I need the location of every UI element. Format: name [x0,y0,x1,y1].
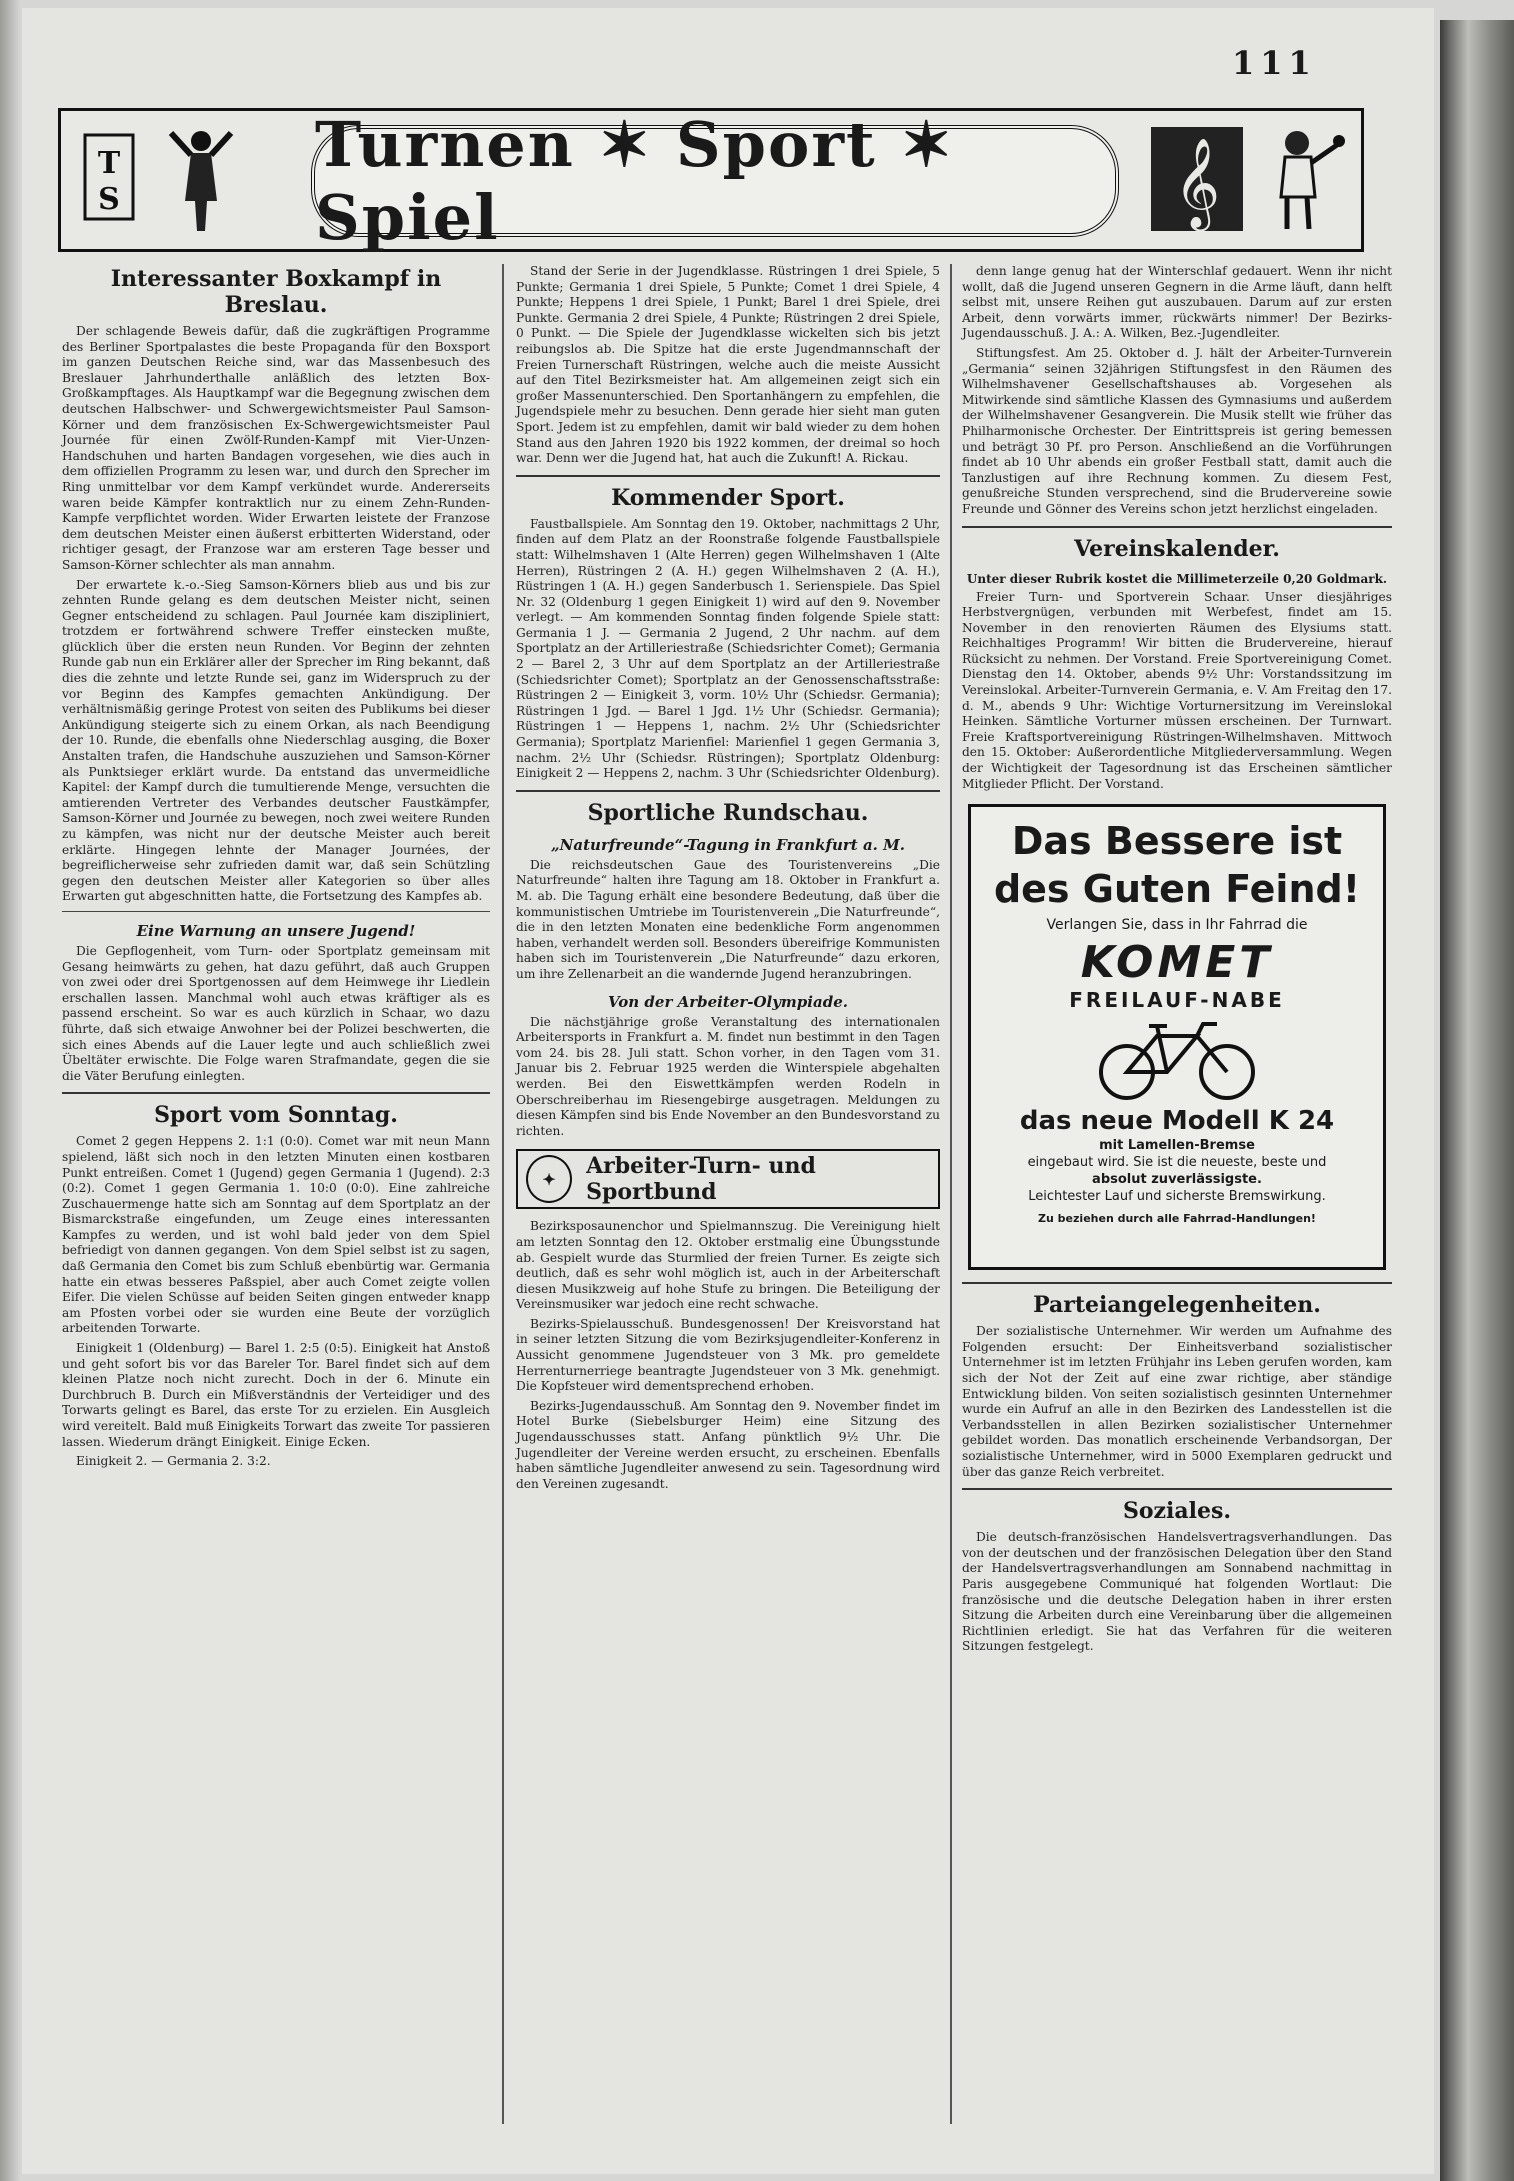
svg-text:T: T [97,146,121,181]
headline-parteiangelegenheiten: Parteiangelegenheiten. [1033,1292,1321,1319]
ad-line-2: absolut zuverlässigste. [1092,1172,1262,1188]
atsb-banner [516,1149,940,1209]
column-3 [962,264,1392,1659]
divider [962,1488,1392,1490]
vereinskalender-note: Unter dieser Rubrik kostet die Millimeterzeile 0,20 Goldmark. [966,571,1388,586]
headline-sport-vom-sonntag: Sport vom Sonntag. [154,1102,398,1129]
ad-brand: KOMET [1080,937,1274,989]
masthead-title: Turnen ✶ Sport ✶ Spiel [315,108,955,254]
ad-headline-2: des Guten Feind! [993,867,1361,912]
sonntag-body: Comet 2 gegen Heppens 2. 1:1 (0:0). Comet war mit neun Mann spielend, läßt sich noch in den letzten Minuten einen kostbaren Punkt entreißen. Comet 1 (Jugend) gegen Germania 1 (Jugend). 2:3 (0:2). Comet 1 gegen Germania 1. 10:0 (0:0). Eine zahlreiche Zuschauermenge hatte sich am Sonntag auf dem Sportplatz an der Bismarckstraße eingefunden, um Zeuge eines interessanten Kampfes zu werden, und ist wohl bald jeder von dem Spiel befriedigt von dannen gegangen. Von dem Spiel selbst ist zu sagen, daß Germania den Comet bis zum Schluß ebenbürtig war. Germania hatte ein etwas besseres Paßspiel, aber auch Comet zeigte vollen Eifer. Die vielen Schüsse auf beiden Seiten gingen entweder knapp am Pfosten vorbei oder sie wurden eine Beute der vorzüglich arbeitenden Torwarte. [62,1134,490,1336]
newspaper-page [22,8,1434,2174]
rundschau-body: Die reichsdeutschen Gaue des Touristenvereins „Die Naturfreunde“ halten ihre Tagung am 18. Oktober in Frankfurt a. M. ab. Die Tagung erhält eine besondere Bedeutung, daß über die kommunistischen Umtriebe im Touristenverein „Die Naturfreunde“, die in den letzten Monaten eine bedenkliche Form angenommen haben, verhandelt werden soll. Besonders übereifrige Kommunisten haben sich im Touristenverein „Die Naturfreunde“ dazu erkoren, um ihre Zellenarbeit an die wandernde Jugend heranzubringen. [516,857,940,981]
masthead [58,108,1364,252]
divider [62,911,490,912]
partei-body: Der sozialistische Unternehmer. Wir werden um Aufnahme des Folgenden ersucht: Der Einheitsverband sozialistischer Unternehmer ist im letzten Frühjahr ins Leben gerufen worden, kam sich der Not der Zeit auf eine zwar richtige, aber ständige Entwicklung bilden. Von seiten sozialistisch gesinnten Unternehmer wurde ein Aufruf an alle in den Bezirken des Landesstellen ist die Verbandsstellen in allen Bezirken sozialistischer Unternehmer gebildet worden. Das monatlich erscheinende Verbandsorgan, Der sozialistische Unternehmer, wird in 5000 Exemplaren gedruckt und über das ganze Reich verbreitet. [962,1324,1392,1479]
ts-emblem-icon [81,131,137,223]
headline-vereinskalender: Vereinskalender. [1074,535,1280,562]
ad-foot: Zu beziehen durch alle Fahrrad-Handlungen! [1038,1212,1316,1226]
vereinskalender-body: Freier Turn- und Sportverein Schaar. Unser diesjähriges Herbstvergnügen, verbunden mit Werbefest, findet am 15. November in den renovierten Räumen des Elysiums statt. Reichhaltiges Programm! Wir bitten die Brudervereine, hierauf Rücksicht zu nehmen. Der Vorstand. Freie Sportvereinigung Comet. Dienstag den 14. Oktober, abends 9½ Uhr: Vorstandssitzung im Vereinslokal. Arbeiter-Turnverein Germania, e. V. Am Freitag den 17. d. M., abends 9 Uhr: Wichtige Vorturnersitzung im Vereinslokal Heinken. Sämtliche Vorturner müssen erscheinen. Der Turnwart. Freie Kraftsportvereinigung Rüstringen-Wilhelmshaven. Mittwoch den 15. Oktober: Außerordentliche Mitgliederversammlung. Wegen der Wichtigkeit der Tagesordnung ist das Erscheinen sämtlicher Mitglieder Pflicht. Der Vorstand. [962,589,1392,791]
komet-advertisement [968,804,1386,1270]
sonntag-last-line: Einigkeit 2. — Germania 2. 3:2. [76,1454,271,1469]
ad-model-sub: mit Lamellen-Bremse [1099,1138,1255,1154]
child-player-figure-icon [1251,123,1351,235]
divider [962,1282,1392,1284]
column-rule [950,264,952,2124]
atsb-body-2: Bezirks-Spielausschuß. Bundesgenossen! Der Kreisvorstand hat in seiner letzten Sitzung die vom Bezirksjugendleiter-Konferenz in Aussicht genommene Jugendsteuer von 3 Mk. pro gemeldete Herrenturnerriege beantragte Jugendsteuer von 3 Mk. genehmigt. Die Kopfsteuer wird dementsprechend erhoben. [516,1316,940,1394]
headline-boxkampf: Interessanter Boxkampf in Breslau. [110,266,442,318]
kommender-sport-body: Faustballspiele. Am Sonntag den 19. Oktober, nachmittags 2 Uhr, finden auf dem Platz an der Roonstraße folgende Faustballspiele statt: Wilhelmshaven 1 (Alte Herren) gegen Wilhelmshaven 1 (Alte Herren), Rüstringen 2 (A. H.) gegen Wilhelmshaven 2 (A. H.), Rüstringen 1 (A. H.) gegen Sanderbusch 1. Serienspiele. Das Spiel Nr. 32 (Oldenburg 1 gegen Einigkeit 1) wird auf den 9. November verlegt. — Am kommenden Sonntag finden folgende Spiele statt: Germania 1 J. — Germania 2 Jugend, 2 Uhr nachm. auf dem Sportplatz an der Artilleriestraße (Schiedsrichter Comet); Germania 2 — Barel 2, 3 Uhr auf dem Sportplatz an der Artilleriestraße (Schiedsrichter Comet); Sportplatz an der Genossenschaftsstraße: Rüstringen 2 — Einigkeit 3, vorm. 10½ Uhr (Schiedsr. Germania); Rüstringen 1 Jgd. — Barel 1 Jgd. 1½ Uhr (Schiedsr. Germania); Rüstringen 1 — Heppens 1, nachm. 2½ Uhr (Schiedsrichter Germania); Sportplatz Marienfiel: Marienfiel 1 gegen Germania 3, nachm. 2½ Uhr (Schiedsr. Rüstringen); Sportplatz Oldenburg: Einigkeit 2 — Heppens 2, nachm. 3 Uhr (Schiedsrichter Oldenburg). [516,516,940,781]
atsb-emblem-icon: ✦ [526,1155,572,1203]
masthead-title-banner [311,108,1119,254]
book-page-edges [1440,20,1514,2181]
divider [62,1092,490,1094]
svg-text:S: S [98,182,120,217]
page-number: 111 [1232,44,1317,82]
ad-line-3: Leichtester Lauf und sicherste Bremswirkung. [1028,1189,1326,1205]
column-2 [516,264,940,1496]
headline-warnung: Eine Warnung an unsere Jugend! [136,921,416,940]
column-1 [62,264,490,1474]
atsb-body: Bezirksposaunenchor und Spielmannszug. Die Vereinigung hielt am letzten Sonntag den 12. Oktober erstmalig eine Übungsstunde ab. Gespielt wurde das Sturmlied der freien Turner. Es zeigte sich deutlich, daß es sehr wohl möglich ist, auch in der Arbeiterschaft diesen Musikzweig auf hohe Stufe zu bringen. Die Beteiligung der Vereinsmusiker war jedoch eine recht schwache. [516,1219,940,1312]
jugendklasse-standing: Stand der Serie in der Jugendklasse. Rüstringen 1 drei Spiele, 5 Punkte; Germania 1 drei Spiele, 5 Punkte; Comet 1 drei Spiele, 4 Punkte; Heppens 1 drei Spiele, 1 Punkt; Barel 1 drei Spiele, drei Punkte. Germania 2 drei Spiele, 4 Punkte; Rüstringen 2 drei Spiele, 0 Punkt. — Die Spiele der Jugendklasse wickelten sich bis jetzt reibungslos ab. Die Spitze hat die erste Jugendmannschaft der Freien Turnerschaft Rüstringen, welche auch die meiste Aussicht auf den Titel Bezirksmeister hat. Am allgemeinen zeigt sich ein großer Massenunterschied. Den Sportanhängern zu empfehlen, die Jugendspiele mehr zu besuchen. Denn gerade hier sieht man guten Sport. Jedem ist zu empfehlen, damit wir bald wieder zu dem hohen Stand aus den Jahren 1920 bis 1922 kommen, der dreimal so hoch war. Denn wer die Jugend hat, hat auch die Zukunft! A. Rickau. [516,264,940,466]
ad-model: das neue Modell K 24 [1019,1106,1335,1137]
athlete-figure-icon [151,123,251,235]
ad-brand-hub: FREILAUF-NABE [1069,988,1285,1013]
subheadline-olympiade: Von der Arbeiter-Olympiade. [608,992,848,1011]
divider [962,526,1392,528]
article-lead: Der schlagende Beweis dafür, daß die zugkräftigen Programme des Berliner Sportpalastes die beste Propaganda für den Boxsport im ganzen Deutschen Reiche sind, war das Massenbesuch des Breslauer Jahrhunderthalle anläßlich des letzten Box-Großkampftages. Als Hauptkampf war die Begegnung zwischen dem deutschen Halbschwer- und Schwergewichtsmeister Paul Samson-Körner und dem französischen Ex-Schwergewichtsmeister Paul Journée für einen Zwölf-Runden-Kampf mit Vier-Unzen-Handschuhen und harten Bandagen vorgesehen, wie dies auch in dem offiziellen Programm zu lesen war, und durch den Sprecher im Ring unmittelbar vor dem Kampf verkündet wurde. Andererseits waren beide Kämpfer kontraktlich nur zu einem Zehn-Runden-Kampfe verpflichtet worden. Wider Erwarten leistete der Franzose dem deutschen Meister einen äußerst erbitterten Widerstand, oder richtiger gesagt, der Franzose war am ersteren Tage besser und Samson-Körner schlechter als man annahm. [62,324,490,572]
divider [516,790,940,792]
warnung-body: Die Gepflogenheit, vom Turn- oder Sportplatz gemeinsam mit Gesang heimwärts zu gehen, hat dazu geführt, daß auch Gruppen von zwei oder drei Sportgenossen auf dem Heimwege ihr Liedlein erschallen lassen. Manchmal wohl auch etwas kräftiger als es passend erscheint. So war es auch kürzlich in Schaar, wo dazu führte, daß sich etwaige Anwohner bei der Polizei beschwerten, die sich eines Abends auf die Lauer legte und auch schließlich zwei Übeltäter erwischte. Die Folge waren Strafmandate, gegen die sie die Väter Berufung einlegten. [62,943,490,1083]
book-spine [0,0,20,2181]
ad-line-1: eingebaut wird. Sie ist die neueste, beste und [1027,1155,1327,1171]
stiftungsfest-body: Stiftungsfest. Am 25. Oktober d. J. hält der Arbeiter-Turnverein „Germania“ seinen 32jährigen Stiftungsfest in den Räumen des Wilhelmshavener Gesellschaftshauses ab. Vorgesehen als Mitwirkende sind sämtliche Klassen des Gymnasiums und außerdem der Wilhelmshavener Gesangverein. Die Musik stellt wie früher das Philharmonische Orchester. Der Eintrittspreis ist gering bemessen und beträgt 30 Pf. pro Person. Anschließend an die Vorführungen findet ab 10 Uhr abends ein großer Festball statt, damit auch die Tanzlustigen auf ihre Rechnung kommen. Zu diesem Fest, genußreiche Stunden versprechend, sind die Brudervereine sowie Freunde und Gönner des Vereins schon jetzt herzlichst eingeladen. [962,345,1392,516]
divider [516,475,940,477]
atsb-body-3: Bezirks-Jugendausschuß. Am Sonntag den 9. November findet im Hotel Burke (Siebelsburger Heim) eine Sitzung des Jugendausschusses statt. Anfang pünktlich 9½ Uhr. Die Jugendleiter der Vereine werden ersucht, zu erscheinen. Ebenfalls haben sämtliche Jugendleiter anwesend zu sein. Tagesordnung wird den Vereinen zugesandt. [516,1398,940,1491]
svg-text:𝄞: 𝄞 [1173,138,1221,228]
olympiade-body: Die nächstjährige große Veranstaltung des internationalen Arbeitersports in Frankfurt a. M. findet nun bestimmt in den Tagen vom 24. bis 28. Juli statt. Schon vorher, in den Tagen vom 31. Januar bis 2. Februar 1925 werden die Winterspiele abgehalten werden. Bei den Eiswettkämpfen werden Rodeln in Oberschreiberhau im Riesengebirge ausgetragen. Meldungen zu diesen Kämpfen sind bis Ende November an den Bundesvorstand zu richten. [516,1014,940,1138]
bicycle-icon [981,1012,1373,1106]
soziales-body: Die deutsch-französischen Handelsvertragsverhandlungen. Das von der deutschen und der französischen Delegation über den Stand der Handelsvertragsverhandlungen am Sonnabend nachmittag in Paris ausgegebene Communiqué hat folgenden Wortlaut: Die französische und die deutsche Delegation haben in ihrer ersten Sitzung die Arbeiten durch eine Vereinbarung über die allgemeinen Richtlinien erledigt. Sie hat das Verfahren für die weiteren Sitzungen festgelegt. [962,1530,1392,1654]
ad-subline: Verlangen Sie, dass in Ihr Fahrrad die [1046,917,1308,934]
headline-soziales: Soziales. [1122,1498,1232,1525]
sonntag-body-2: Einigkeit 1 (Oldenburg) — Barel 1. 2:5 (0:5). Einigkeit hat Anstoß und geht sofort bis vor das Bareler Tor. Barel findet sich auf dem kleinen Platze noch nicht zurecht. Doch in der 6. Minute ein Durchbruch B. Durch ein Mißverständnis der Verteidiger und des Torwarts gelingt es Barel, das erste Tor zu erzielen. Ein Ausgleich wird vereitelt. Bald muß Einigkeits Torwart das zweite Tor passieren lassen. Wiederum drängt Einigkeit. Einige Ecken. [62,1341,490,1449]
ad-headline-1: Das Bessere ist [1011,819,1343,864]
headline-kommender-sport: Kommender Sport. [611,484,845,511]
headline-sportliche-rundschau: Sportliche Rundschau. [587,799,869,826]
subheadline-naturfreunde: „Naturfreunde“-Tagung in Frankfurt a. M. [551,835,905,854]
column-rule [502,264,504,2124]
atsb-title: Arbeiter-Turn- und Sportbund [586,1153,816,1206]
article-body: Der erwartete k.-o.-Sieg Samson-Körners blieb aus und bis zur zehnten Runde gelang es dem deutschen Meister nicht, seinen Gegner entscheidend zu schlagen. Paul Journée kam diszipliniert, trotzdem er fortwährend schwere Treffer einstecken mußte, glücklich über die ersten neun Runden. Vor Beginn der zehnten Runde gab nun ein Erklärer aller der Sprecher im Ring bekannt, daß dies die zehnte und letzte Runde sei, ganz im Widerspruch zu der vor Beginn des Kampfes gemachten Ankündigung. Der verhältnismäßig geringe Protest von seiten des Publikums bei dieser Ankündigung steigerte sich zu einem Orkan, als nach Beendigung der 10. Runde, die ebenfalls ohne Niederschlag ausging, die Boxer Anstalten trafen, die Handschuhe auszuziehen und Samson-Körner als Punktsieger erklärt wurde. Da entstand das unvermeidliche Kapitel: der Kampf durch die tumultierende Menge, versuchten die amtierenden Vertreter des Verbandes deutscher Faustkämpfer, Samson-Körner und Journée zu bewegen, noch zwei weitere Runden zu kämpfen, was nicht nur der deutsche Meister auch bereit erklärte. Hingegen lehnte der Manager Journées, der begreiflicherweise sehr zufrieden damit war, daß sein Schützling gegen den deutschen Meister aller Kategorien so über alles Erwarten gut abgeschnitten hatte, die Fortsetzung des Kampfes ab. [62,577,490,904]
treble-clef-icon [1147,123,1247,235]
jugend-appeal-body: denn lange genug hat der Winterschlaf gedauert. Wenn ihr nicht wollt, daß die Jugend unseren Gegnern in die Arme läuft, dann helft selbst mit, unsere Reihen gut auszubauen. Darum auf zur ersten Arbeit, denn vorwärts immer, rückwärts nimmer! Der Bezirks-Jugendausschuß. J. A.: A. Wilken, Bez.-Jugendleiter. [962,264,1392,341]
